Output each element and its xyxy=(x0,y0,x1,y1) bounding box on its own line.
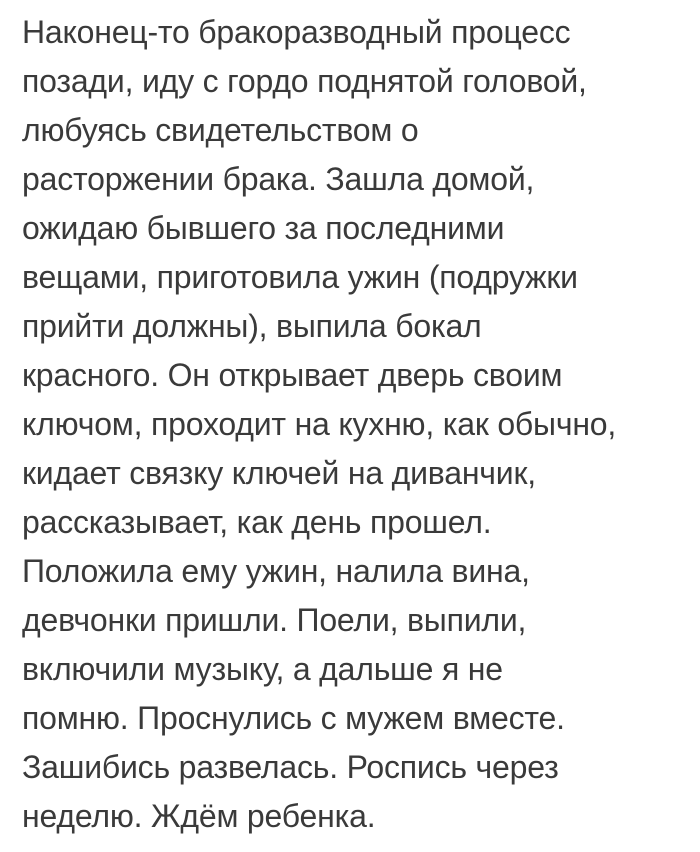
story-line: помню. Проснулись с мужем вместе. xyxy=(22,700,565,736)
story-line: Зашибись развелась. Роспись через xyxy=(22,749,559,785)
story-line: ожидаю бывшего за последними xyxy=(22,210,505,246)
story-line: ключом, проходит на кухню, как обычно, xyxy=(22,406,617,442)
story-line: неделю. Ждём ребенка. xyxy=(22,798,376,834)
story-line: расторжении брака. Зашла домой, xyxy=(22,161,535,197)
story-line: позади, иду с гордо поднятой головой, xyxy=(22,63,587,99)
story-line: включили музыку, а дальше я не xyxy=(22,651,503,687)
story-line: девчонки пришли. Поели, выпили, xyxy=(22,602,527,638)
story-line: любуясь свидетельством о xyxy=(22,112,419,148)
story-line: прийти должны), выпила бокал xyxy=(22,308,482,344)
story-line: красного. Он открывает дверь своим xyxy=(22,357,563,393)
story-line: Положила ему ужин, налила вина, xyxy=(22,553,530,589)
story-line: кидает связку ключей на диванчик, xyxy=(22,455,536,491)
story-line: Наконец-то бракоразводный процесс xyxy=(22,14,571,50)
story-line: вещами, приготовила ужин (подружки xyxy=(22,259,578,295)
story-text xyxy=(22,8,692,841)
story-line: рассказывает, как день прошел. xyxy=(22,504,492,540)
